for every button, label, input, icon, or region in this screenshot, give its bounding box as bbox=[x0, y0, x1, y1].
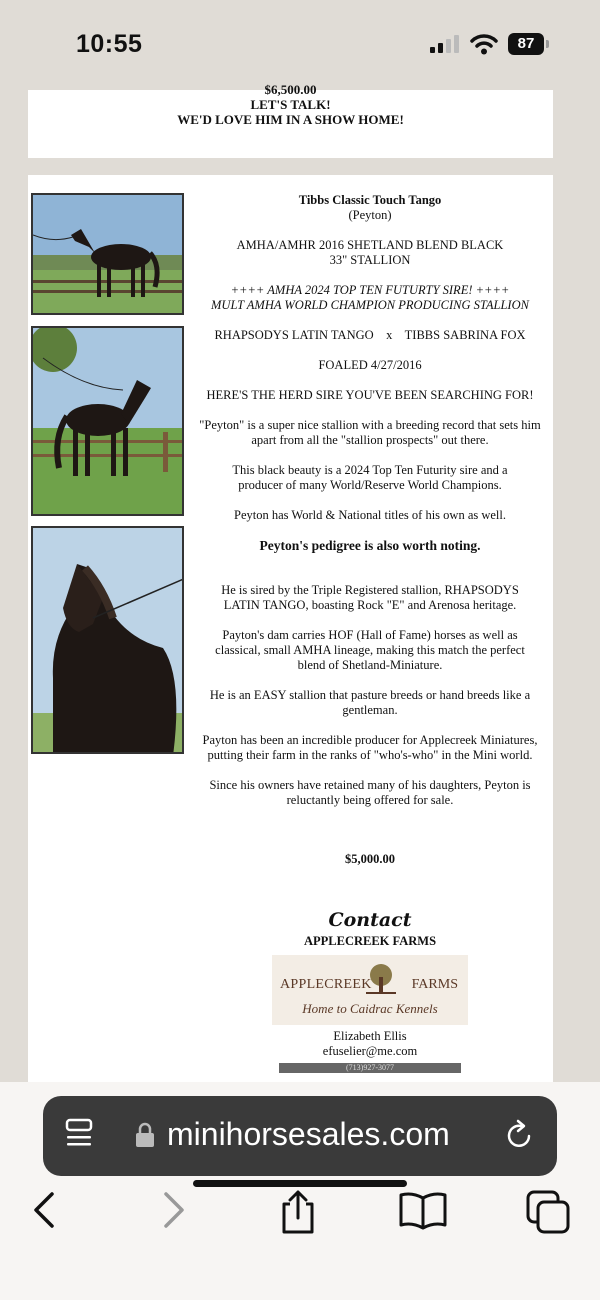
tabs-icon[interactable] bbox=[526, 1190, 572, 1234]
description-para-2: This black beauty is a 2024 Top Ten Futurity sire and a producer of many World/Reserve World Champions. bbox=[232, 463, 508, 492]
farm-name: APPLECREEK FARMS bbox=[303, 934, 437, 948]
safari-bottom-bar bbox=[0, 1082, 600, 1300]
horse-photo-3[interactable] bbox=[31, 526, 184, 754]
horse-name: Tibbs Classic Touch Tango bbox=[298, 193, 442, 207]
description-para-7: Payton has been an incredible producer for Applecreek Miniatures, putting their farm in the ranks of "who's-who" in the Mini world. bbox=[202, 733, 538, 762]
listing-price: $5,000.00 bbox=[345, 852, 395, 866]
top-card bbox=[28, 82, 553, 158]
lets-talk-text: LET'S TALK! bbox=[250, 97, 331, 112]
battery-icon bbox=[508, 33, 550, 55]
forward-icon[interactable] bbox=[160, 1190, 188, 1230]
back-icon[interactable] bbox=[30, 1190, 58, 1230]
share-icon[interactable] bbox=[278, 1190, 318, 1234]
battery-level: 87 bbox=[508, 33, 544, 55]
previous-price: $6,500.00 bbox=[264, 82, 317, 97]
description-para-1: "Peyton" is a super nice stallion with a breeding record that sets him apart from all the "stallion prospects" out there. bbox=[199, 418, 541, 447]
registry-info: AMHA/AMHR 2016 SHETLAND BLEND BLACK 33" STALLION bbox=[236, 238, 504, 267]
pedigree-cross: RHAPSODYS LATIN TANGO x TIBBS SABRINA FOX bbox=[214, 328, 526, 342]
tree-logo-icon bbox=[364, 963, 398, 995]
url-text[interactable]: minihorsesales.com bbox=[167, 1116, 450, 1152]
pedigree-note: Peyton's pedigree is also worth noting. bbox=[259, 538, 481, 553]
applecreek-farms-logo: APPLECREEK FARMS Home to Caidrac Kennels bbox=[272, 955, 468, 1025]
wifi-icon bbox=[470, 33, 498, 55]
description-para-8: Since his owners have retained many of his daughters, Peyton is reluctantly being offered for sale. bbox=[209, 778, 531, 807]
horse-nickname: (Peyton) bbox=[348, 208, 392, 222]
description-para-5: Payton's dam carries HOF (Hall of Fame) horses as well as classical, small AMHA lineage, making this match the perfect blend of Shetland-Miniature. bbox=[215, 628, 525, 672]
status-bar bbox=[0, 0, 600, 90]
futurity-text: ++++ AMHA 2024 TOP TEN FUTURTY SIRE! ++++ bbox=[230, 283, 510, 297]
horse-photo-1[interactable] bbox=[31, 193, 184, 315]
lock-icon bbox=[135, 1122, 155, 1148]
cellular-signal-icon bbox=[430, 35, 460, 53]
contact-heading: Contact bbox=[328, 909, 412, 931]
description-para-3: Peyton has World & National titles of his own as well. bbox=[234, 508, 506, 522]
reload-icon[interactable] bbox=[505, 1118, 535, 1152]
listing-card bbox=[28, 175, 553, 1085]
contact-email[interactable]: efuselier@me.com bbox=[322, 1044, 418, 1058]
description-para-6: He is an EASY stallion that pasture breeds or hand breeds like a gentleman. bbox=[209, 688, 531, 717]
contact-phone[interactable]: (713)927-3077 bbox=[279, 1063, 461, 1073]
description-para-4: He is sired by the Triple Registered stallion, RHAPSODYS LATIN TANGO, boasting Rock "E" and Arenosa heritage. bbox=[221, 583, 519, 612]
bookmarks-icon[interactable] bbox=[398, 1190, 448, 1230]
address-bar[interactable] bbox=[43, 1096, 557, 1176]
champion-text: MULT AMHA WORLD CHAMPION PRODUCING STALLION bbox=[211, 298, 529, 312]
show-home-text: WE'D LOVE HIM IN A SHOW HOME! bbox=[177, 112, 404, 127]
foaled-date: FOALED 4/27/2016 bbox=[318, 358, 422, 372]
status-time: 10:55 bbox=[76, 30, 143, 58]
home-indicator[interactable] bbox=[193, 1180, 407, 1187]
horse-photo-2[interactable] bbox=[31, 326, 184, 516]
reader-icon[interactable] bbox=[65, 1118, 95, 1152]
contact-person: Elizabeth Ellis bbox=[333, 1029, 407, 1043]
listing-description bbox=[192, 193, 548, 1073]
headline: HERE'S THE HERD SIRE YOU'VE BEEN SEARCHING FOR! bbox=[206, 388, 534, 402]
